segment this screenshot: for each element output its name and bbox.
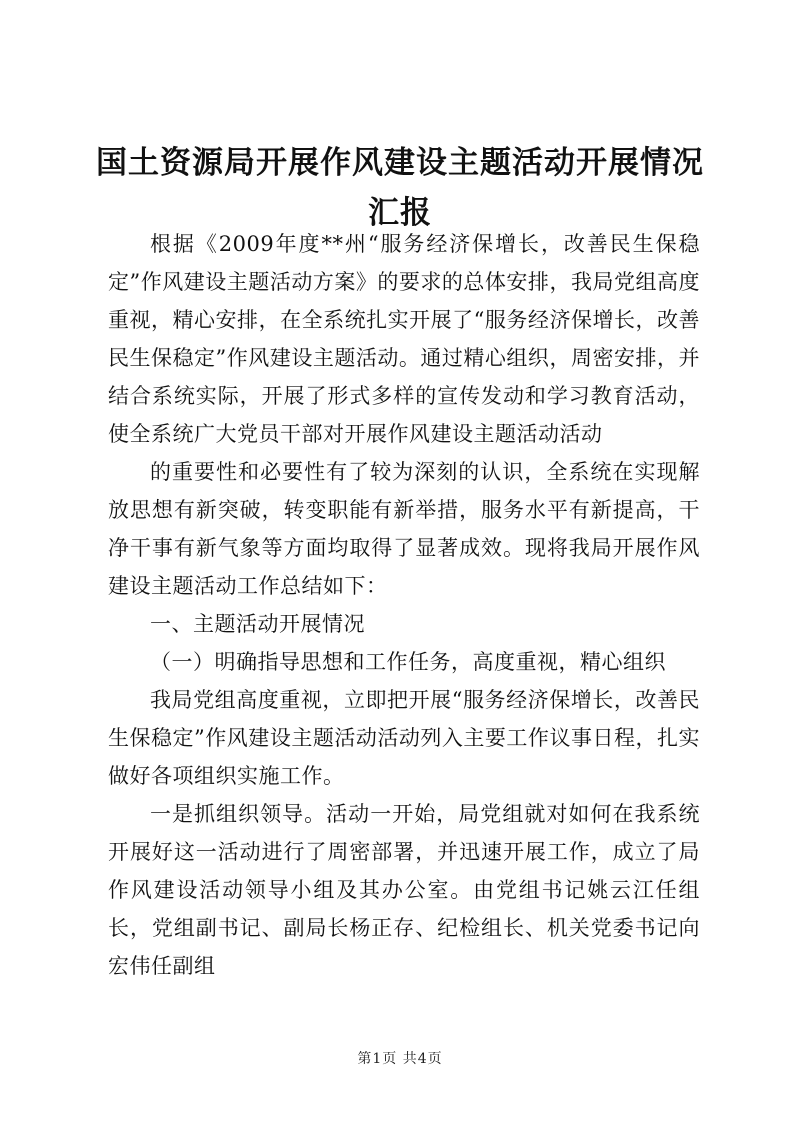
page-number: 第1页 共4页 xyxy=(357,1051,443,1067)
document-title: 国土资源局开展作风建设主题活动开展情况汇报 xyxy=(96,145,704,231)
section-heading: 一、主题活动开展情况 xyxy=(150,612,365,636)
subsection-heading: （一）明确指导思想和工作任务，高度重视，精心组织 xyxy=(150,650,666,674)
paragraph-significance: 的重要性和必要性有了较为深刻的认识，全系统在实现解放思想有新突破，转变职能有新举措，服务水平有新提高，干净干事有新气象等方面均取得了显著成效。现将我局开展作风建设主题活动工作总结如下： xyxy=(108,460,700,598)
paragraph-intro: 根据《2009年度**州“服务经济保增长，改善民生保稳定”作风建设主题活动方案》的要求的总体安排，我局党组高度重视，精心安排，在全系统扎实开展了“服务经济保增长，改善民生保稳定”作风建设主题活动。通过精心组织，周密安排，并结合系统实际，开展了形式多样的宣传发动和学习教育活动，使全系统广大党员干部对开展作风建设主题活动活动 xyxy=(108,232,700,446)
paragraph-priority: 我局党组高度重视，立即把开展“服务经济保增长，改善民生保稳定”作风建设主题活动活动列入主要工作议事日程，扎实做好各项组织实施工作。 xyxy=(108,688,700,788)
paragraph-leadership: 一是抓组织领导。活动一开始，局党组就对如何在我系统开展好这一活动进行了周密部署，并迅速开展工作，成立了局作风建设活动领导小组及其办公室。由党组书记姚云江任组长，党组副书记、副局长杨正存、纪检组长、机关党委书记向宏伟任副组 xyxy=(108,802,700,978)
document-body xyxy=(108,225,700,985)
